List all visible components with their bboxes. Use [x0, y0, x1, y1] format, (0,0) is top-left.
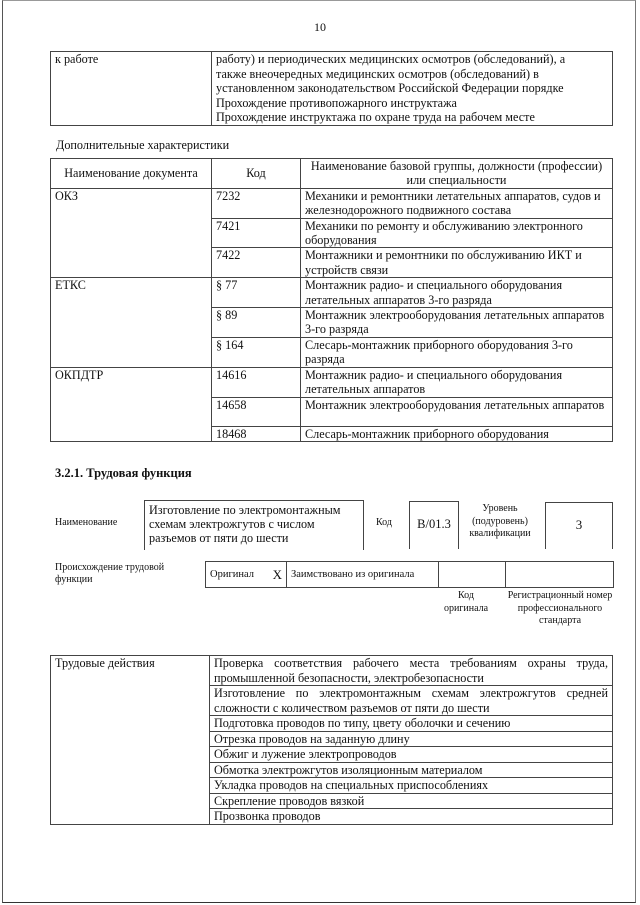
action-item: Прозвонка проводов	[210, 809, 613, 825]
reg-number-cell	[506, 562, 614, 588]
requirements-continuation-table	[50, 51, 613, 126]
text-line: работу) и периодических медицинских осмотров (обследований), а	[216, 52, 566, 66]
page-number: 10	[314, 20, 326, 34]
text-line: установленном законодательством Российской Федерации порядке	[216, 81, 564, 95]
code-cell: 14616	[212, 367, 301, 397]
table-row	[51, 367, 613, 397]
origin-table	[205, 561, 614, 588]
labor-actions-label: Трудовые действия	[51, 656, 210, 825]
qualification-level-box: 3	[545, 502, 613, 549]
text-line: Прохождение инструктажа по охране труда на рабочем месте	[216, 110, 535, 124]
borrowed-label: Заимствовано из оригинала	[287, 562, 439, 588]
code-cell: 7421	[212, 218, 301, 248]
action-item: Подготовка проводов по типу, цвету оболочки и сечению	[210, 716, 613, 732]
header-document: Наименование документа	[51, 159, 212, 189]
table-header-row	[51, 159, 613, 189]
name-cell: Монтажник электрооборудования летательных аппаратов	[301, 397, 613, 426]
row-label: к работе	[51, 52, 212, 126]
origin-label: Происхождение трудовой функции	[55, 562, 165, 585]
name-label: Наименование	[55, 517, 118, 528]
action-item: Обжиг и лужение электропроводов	[210, 747, 613, 763]
table-row	[51, 188, 613, 218]
table-row	[51, 656, 613, 686]
labor-actions-table	[50, 655, 613, 825]
action-item: Изготовление по электромонтажным схемам электрожгутов средней сложности с количеством разъемов от пяти до шести	[210, 686, 613, 716]
code-label: Код	[376, 517, 392, 528]
name-cell: Слесарь-монтажник приборного оборудования 3-го разряда	[301, 337, 613, 367]
function-code-box: B/01.3	[409, 501, 459, 549]
name-cell: Механики и ремонтники летательных аппаратов, судов и железнодорожного подвижного состава	[301, 188, 613, 218]
table-row	[51, 278, 613, 308]
function-name-box: Изготовление по электромонтажным схемам электрожгутов с числом разъемов от пяти до шести	[144, 500, 364, 550]
header-code: Код	[212, 159, 301, 189]
code-cell: 14658	[212, 397, 301, 426]
table-row	[51, 52, 613, 126]
action-item: Отрезка проводов на заданную длину	[210, 731, 613, 747]
code-cell: § 77	[212, 278, 301, 308]
original-label: Оригинал	[206, 562, 267, 588]
code-cell: 7422	[212, 248, 301, 278]
qualification-level-label: Уровень (подуровень) квалификации	[469, 503, 531, 539]
original-checkmark: X	[266, 562, 287, 588]
reg-number-caption: Регистрационный номер профессионального стандарта	[507, 590, 613, 626]
action-item: Проверка соответствия рабочего места требованиям охраны труда, промышленной безопасности, электробезопасности	[210, 656, 613, 686]
name-cell: Механики по ремонту и обслуживанию электронного оборудования	[301, 218, 613, 248]
name-cell: Монтажник электрооборудования летательных аппаратов 3-го разряда	[301, 308, 613, 338]
original-code-cell	[439, 562, 506, 588]
name-cell: Слесарь-монтажник приборного оборудования	[301, 426, 613, 441]
doc-cell: ЕТКС	[51, 278, 212, 367]
name-cell: Монтажники и ремонтники по обслуживанию ИКТ и устройств связи	[301, 248, 613, 278]
additional-characteristics-table	[50, 158, 613, 442]
doc-cell: ОКЗ	[51, 188, 212, 277]
code-cell: § 89	[212, 308, 301, 338]
row-content	[212, 52, 613, 126]
labor-function-title: 3.2.1. Трудовая функция	[55, 466, 192, 480]
text-line: Прохождение противопожарного инструктажа	[216, 95, 457, 110]
doc-cell: ОКПДТР	[51, 367, 212, 441]
original-code-caption: Код оригинала	[443, 590, 489, 614]
code-cell: 18468	[212, 426, 301, 441]
header-name: Наименование базовой группы, должности (профессии) или специальности	[301, 159, 613, 189]
name-cell: Монтажник радио- и специального оборудования летательных аппаратов	[301, 367, 613, 397]
code-cell: 7232	[212, 188, 301, 218]
action-item: Скрепление проводов вязкой	[210, 793, 613, 809]
additional-characteristics-caption: Дополнительные характеристики	[56, 138, 230, 152]
table-row	[206, 562, 614, 588]
text-line: также внеочередных медицинских осмотров (обследований) в	[216, 66, 539, 81]
action-item: Обмотка электрожгутов изоляционным материалом	[210, 762, 613, 778]
action-item: Укладка проводов на специальных приспособлениях	[210, 778, 613, 794]
code-cell: § 164	[212, 337, 301, 367]
name-cell: Монтажник радио- и специального оборудования летательных аппаратов 3-го разряда	[301, 278, 613, 308]
